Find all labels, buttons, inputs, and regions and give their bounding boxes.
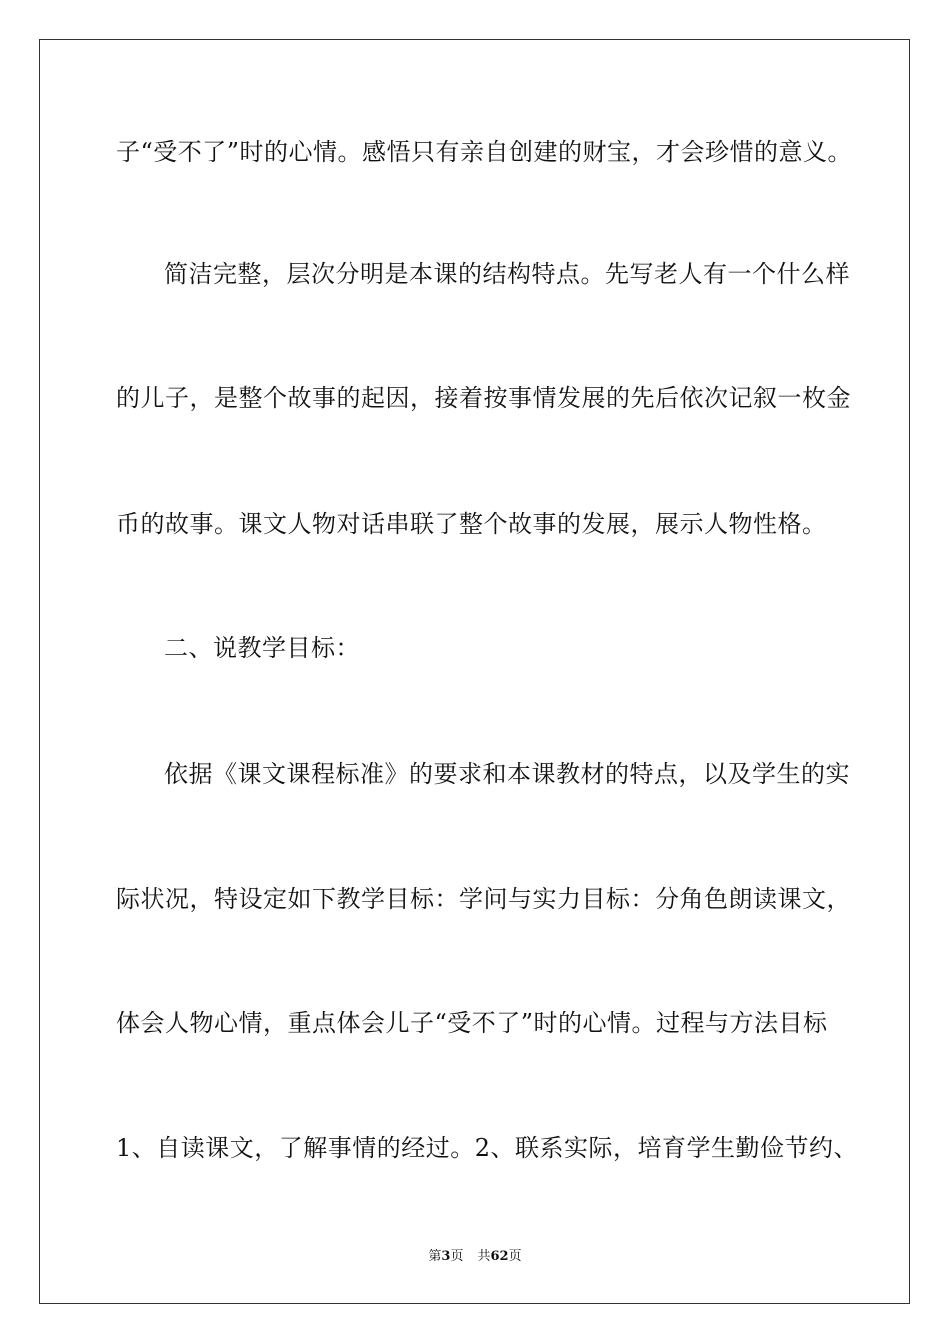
- text-line-8: 体会人物心情，重点体会儿子“受不了”时的心情。过程与方法目标: [116, 1009, 828, 1037]
- text-line-1: 子“受不了”时的心情。感悟只有亲自创建的财宝，才会珍惜的意义。: [116, 138, 853, 166]
- text-line-9: 1、自读课文，了解事情的经过。2、联系实际，培育学生勤俭节约、: [116, 1134, 859, 1162]
- text-line-7: 际状况，特设定如下教学目标：学问与实力目标：分角色朗读课文，: [116, 885, 851, 913]
- page-number: 3: [441, 1249, 451, 1264]
- page-footer: [0, 1248, 950, 1266]
- text-line-6: 依据《课文课程标准》的要求和本课教材的特点，以及学生的实: [164, 760, 850, 788]
- page-prefix: 第: [428, 1249, 442, 1264]
- total-prefix: 共: [477, 1249, 491, 1264]
- section-heading: 二、说教学目标：: [164, 634, 360, 662]
- text-line-4: 币的故事。课文人物对话串联了整个故事的发展，展示人物性格。: [116, 510, 827, 538]
- text-line-2: 简洁完整，层次分明是本课的结构特点。先写老人有一个什么样: [164, 260, 850, 288]
- page-suffix: 页: [450, 1249, 464, 1264]
- text-line-3: 的儿子，是整个故事的起因，接着按事情发展的先后依次记叙一枚金: [116, 384, 851, 412]
- total-suffix: 页: [508, 1249, 522, 1264]
- page-border: [39, 39, 910, 1304]
- total-pages: 62: [490, 1249, 509, 1264]
